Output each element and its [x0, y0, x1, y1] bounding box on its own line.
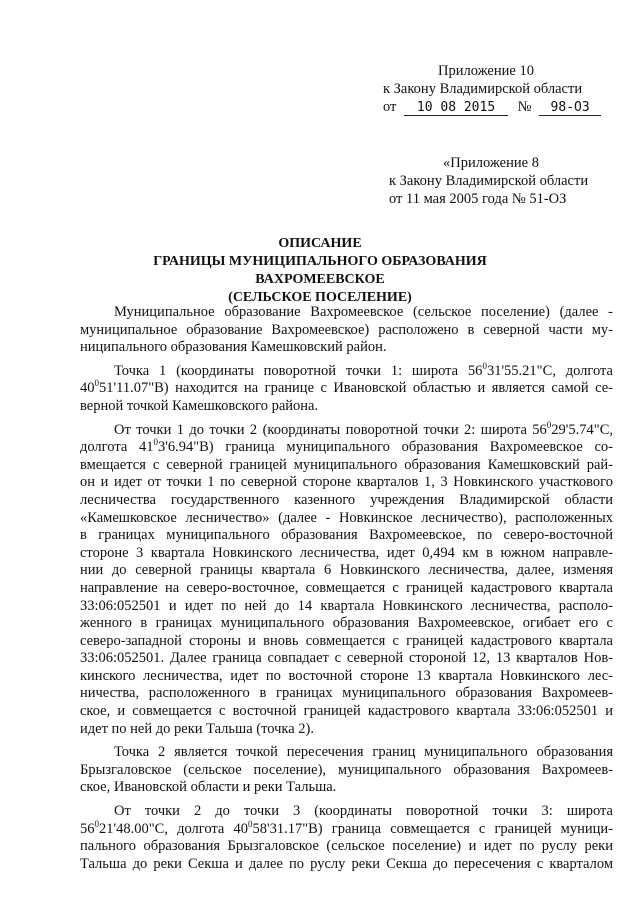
- appendix-law: к Закону Владимирской области: [383, 81, 583, 97]
- prev-appendix-date: от 11 мая 2005 года № 51-ОЗ: [389, 191, 567, 207]
- paragraph-line: в границах муниципального образования Вахромеевское, по северо-восточной: [80, 527, 613, 544]
- paragraph-line: пального образования Брызгаловское (сельское поселение) и идет по руслу реки: [80, 838, 613, 855]
- title-line-1: ОПИСАНИЕ: [278, 236, 362, 251]
- paragraph-line: Муниципальное образование Вахромеевское (сельское поселение) (далее -: [114, 304, 613, 320]
- paragraph-line: 33:06:052501 и идет по ней до 14 квартала Новкинского лесничества, располо-: [80, 597, 613, 614]
- paragraph-line: «Камешковское лесничество» (далее - Новкинское лесничество), расположенных: [80, 509, 613, 526]
- paragraph-line: идет по ней до реки Тальша (точка 2).: [80, 720, 314, 737]
- paragraph: [80, 803, 613, 873]
- prev-appendix-title: «Приложение 8: [443, 155, 539, 171]
- appendix-header: [383, 62, 601, 116]
- paragraph-line: долгота $41^03'6.94"В$) граница муниципального образования Вахромеевское со-: [80, 437, 613, 456]
- document-body: [80, 304, 613, 879]
- prev-appendix-law: к Закону Владимирской области: [389, 173, 589, 189]
- paragraph-line: северо-западной стороны и вновь совмещается с границей кадастрового квартала: [80, 632, 613, 649]
- paragraph-line: ниципального образования Камешковский район.: [80, 339, 387, 356]
- paragraph-line: 33:06:052501. Далее граница совпадает с северной стороной 12, 13 кварталов Нов-: [80, 650, 613, 667]
- paragraph: [80, 360, 613, 416]
- paragraph-line: Брызгаловское (сельское поселение), муниципального образования Вахромеев-: [80, 761, 613, 778]
- paragraph-line: направление на северо-восточное, совмещается с границей кадастрового квартала: [80, 579, 613, 596]
- paragraph-line: Точка 1 (координаты поворотной точки 1: широта $56^031'55.21"С$, долгота: [114, 360, 613, 379]
- paragraph: [80, 304, 613, 357]
- paragraph-line: лесничества государственного казенного учреждения Владимирской области: [80, 491, 613, 508]
- paragraph: [80, 744, 613, 797]
- paragraph-line: $56^021'48.00"С$, долгота $40^058'31.17"В$) граница совмещается с границей муници-: [80, 818, 613, 837]
- paragraph-line: верной точкой Камешковского района.: [80, 397, 319, 414]
- previous-appendix: [389, 154, 588, 208]
- paragraph-line: стороне 3 квартала Новкинского лесничества, идет 0,494 км в южном направле-: [80, 544, 613, 561]
- title-line-3: (СЕЛЬСКОЕ ПОСЕЛЕНИЕ): [228, 290, 412, 305]
- paragraph-line: От точки 2 до точки 3 (координаты поворотной точки 3: широта: [114, 803, 613, 820]
- stamp-date: 10 08 2015: [404, 100, 508, 116]
- paragraph-line: ничества, расположенного в границах муниципального образования Вахромеев-: [80, 685, 613, 702]
- paragraph-line: муниципальное образование Вахромеевское) расположено в северной части му-: [80, 321, 613, 338]
- title-line-2: ГРАНИЦЫ МУНИЦИПАЛЬНОГО ОБРАЗОВАНИЯ ВАХРОМЕЕВСКОЕ: [153, 254, 487, 287]
- paragraph-line: От точки 1 до точки 2 (координаты поворотной точки 2: широта $56^029'5.74"С$,: [114, 419, 613, 438]
- stamp-number: 98-ОЗ: [539, 100, 601, 116]
- paragraph-line: ское, и совмещается с восточной границей кадастрового квартала 33:06:052501 и: [80, 703, 613, 720]
- paragraph-line: $40^051'11.07"В$) находится на границе с Ивановской областью и является самой се-: [80, 378, 613, 397]
- paragraph-line: Тальша до реки Секша и далее по руслу реки Секша до пересечения с кварталом: [80, 855, 613, 872]
- paragraph-line: Точка 2 является точкой пересечения границ муниципального образования: [114, 744, 613, 761]
- appendix-title: Приложение 10: [438, 63, 534, 79]
- number-label: №: [517, 99, 532, 115]
- paragraph-line: он и идет от точки 1 по северной стороне кварталов 1, 3 Новкинского участкового: [80, 474, 613, 491]
- appendix-date-line: [383, 98, 601, 116]
- document-title: [100, 235, 540, 307]
- paragraph: [80, 419, 613, 739]
- paragraph-line: нии до северной границы квартала 6 Новкинского лесничества, далее, изменяя: [80, 562, 613, 579]
- paragraph-line: кинского лесничества, идет по восточной стороне 13 квартала Новкинского лес-: [80, 667, 613, 684]
- paragraph-line: женного в границах муниципального образования Вахромеевское, огибает его с: [80, 615, 613, 632]
- paragraph-line: ское, Ивановской области и реки Тальша.: [80, 779, 337, 796]
- paragraph-line: вмещается с северной границей муниципального образования Камешковский рай-: [80, 456, 613, 473]
- from-label: от: [383, 99, 397, 115]
